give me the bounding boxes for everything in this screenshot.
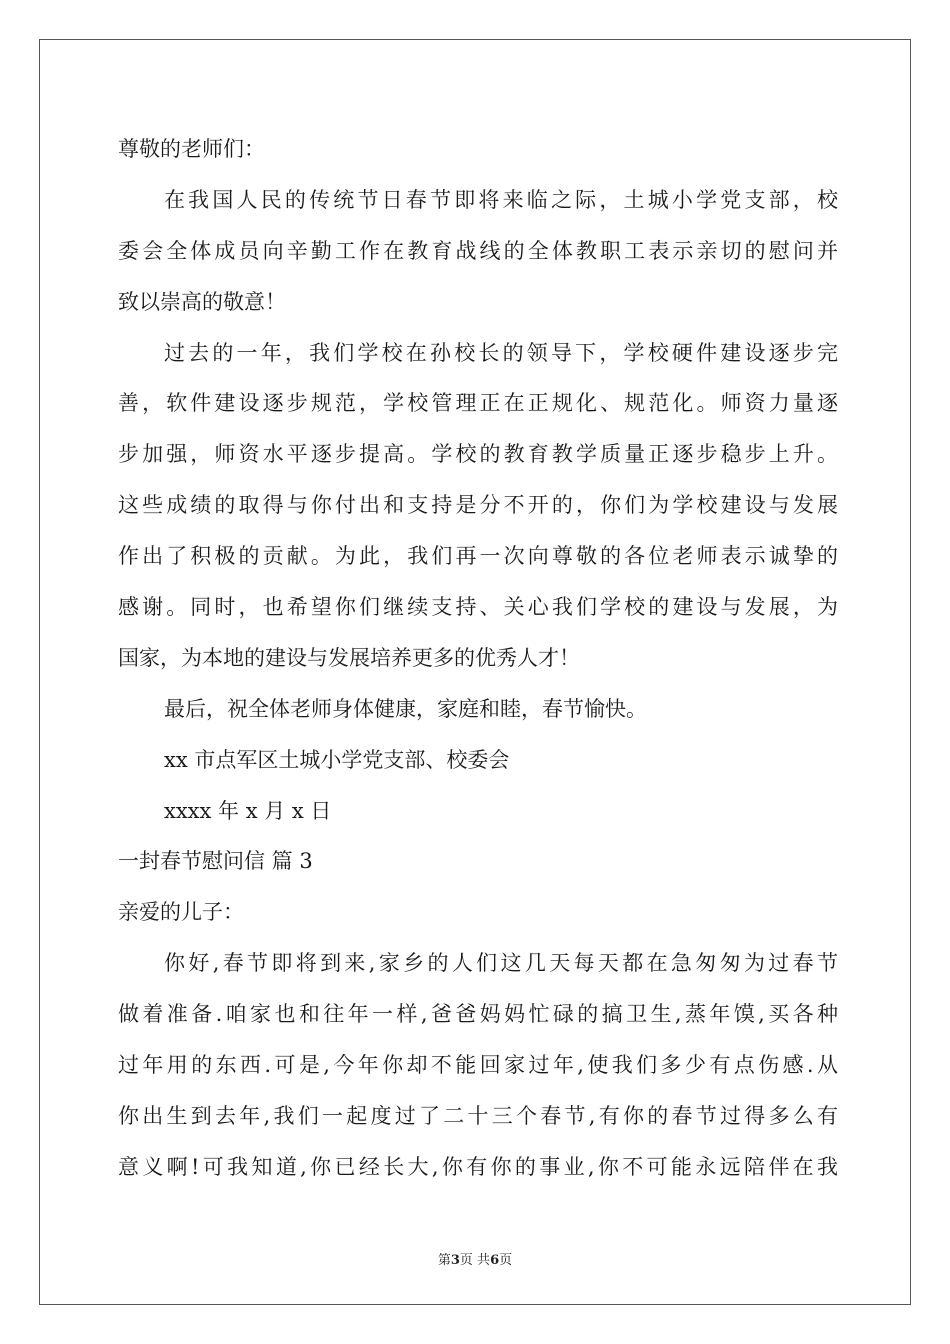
- footer-suffix: 页: [499, 1253, 513, 1268]
- paragraph-line: 步加强，师资水平逐步提高。学校的教育教学质量正逐步稳步上升。: [118, 442, 838, 467]
- paragraph-line: 你好,春节即将到来,家乡的人们这几天每天都在急匆匆为过春节: [164, 951, 838, 976]
- footer-prefix: 第: [437, 1253, 451, 1268]
- paragraph-line: 过年用的东西.可是,今年你却不能回家过年,使我们多少有点伤感.从: [118, 1053, 838, 1078]
- paragraph-line: 过去的一年，我们学校在孙校长的领导下，学校硬件建设逐步完: [164, 340, 838, 365]
- salutation-teachers: 尊敬的老师们：: [118, 137, 265, 161]
- paragraph-line: 委会全体成员向辛勤工作在教育战线的全体教职工表示亲切的慰问并: [118, 238, 838, 263]
- paragraph-line: 你出生到去年,我们一起度过了二十三个春节,有你的春节过得多么有: [118, 1103, 838, 1128]
- paragraph-line: 这些成绩的取得与你付出和支持是分不开的，你们为学校建设与发展: [118, 493, 838, 518]
- salutation-son: 亲爱的儿子：: [118, 900, 244, 925]
- paragraph-line: 致以崇高的敬意！: [118, 289, 286, 314]
- paragraph-line: 善，软件建设逐步规范，学校管理正在正规化、规范化。师资力量逐: [118, 391, 838, 416]
- section-heading: 一封春节慰问信 篇 3: [118, 849, 313, 874]
- paragraph-line: 意义啊!可我知道,你已经长大,你有你的事业,你不可能永远陪伴在我: [118, 1154, 838, 1179]
- date: xxxx 年 x 月 x 日: [164, 798, 332, 823]
- paragraph-line: 国家，为本地的建设与发展培养更多的优秀人才！: [118, 645, 580, 670]
- paragraph-line: 作出了积极的贡献。为此，我们再一次向尊敬的各位老师表示诚挚的: [118, 544, 838, 569]
- signature: xx 市点军区土城小学党支部、校委会: [164, 747, 510, 772]
- document-body: [118, 124, 838, 1193]
- current-page-number: 3: [450, 1253, 460, 1268]
- paragraph-line: 在我国人民的传统节日春节即将来临之际，土城小学党支部，校: [164, 187, 838, 212]
- total-pages-number: 6: [490, 1253, 500, 1268]
- paragraph-line: 做着准备.咱家也和往年一样,爸爸妈妈忙碌的搞卫生,蒸年馍,买各种: [118, 1002, 838, 1027]
- page-footer: [0, 1249, 950, 1268]
- closing-wishes: 最后，祝全体老师身体健康，家庭和睦，春节愉快。: [164, 696, 647, 721]
- paragraph-line: 感谢。同时，也希望你们继续支持、关心我们学校的建设与发展，为: [118, 595, 838, 620]
- footer-middle: 页 共: [459, 1253, 491, 1268]
